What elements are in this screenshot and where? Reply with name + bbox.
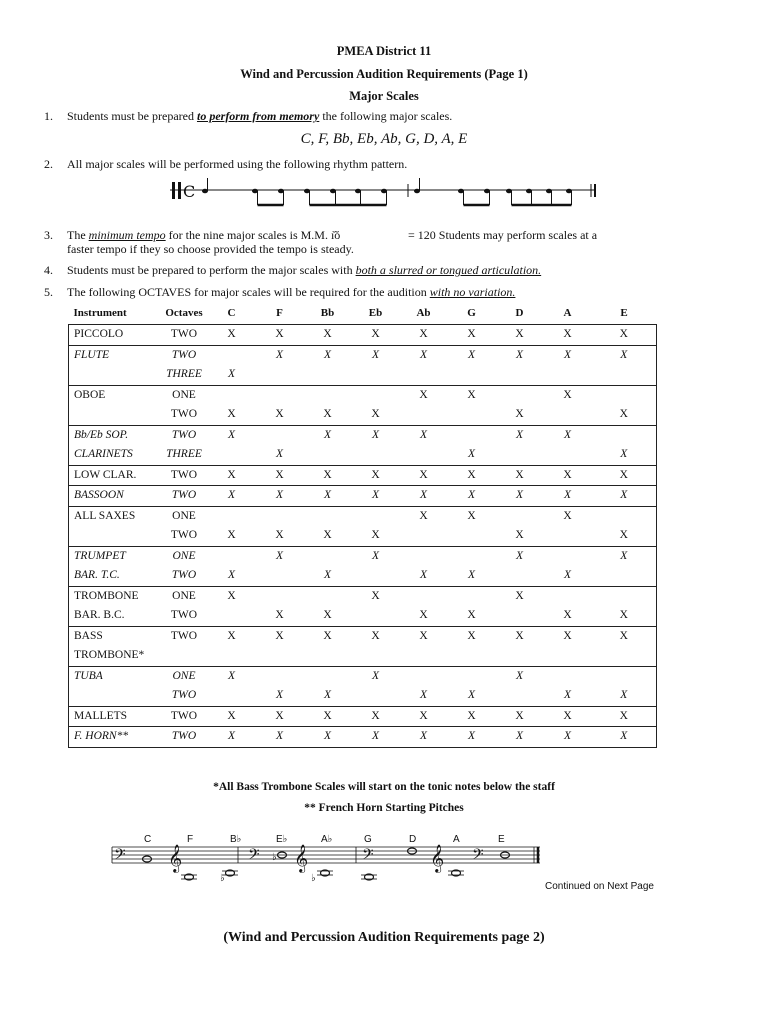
scale-cell: X	[563, 730, 572, 742]
scale-cell: X	[467, 348, 476, 361]
octaves-cell: TWO	[170, 408, 198, 420]
scale-cell: X	[467, 569, 476, 581]
octaves-cell: TWO	[170, 629, 198, 642]
french-horn-note: ** French Horn Starting Pitches	[304, 802, 464, 814]
column-header: G	[467, 307, 476, 320]
item-text: The	[67, 228, 89, 242]
item-text: faster tempo if they so choose provided the tempo is steady.	[67, 242, 354, 256]
scale-cell: X	[371, 468, 380, 481]
scale-cell: X	[371, 549, 380, 562]
instrument-cell: MALLETS	[74, 709, 128, 722]
pitch-label: G	[364, 834, 372, 845]
column-header: A	[563, 307, 572, 320]
scale-cell: X	[515, 529, 524, 541]
scale-cell: X	[371, 529, 380, 541]
scale-cell: X	[563, 348, 572, 361]
scale-cell: X	[619, 328, 628, 340]
octaves-cell: TWO	[171, 489, 197, 501]
svg-text:𝄢: 𝄢	[248, 846, 260, 867]
octaves-cell: TWO	[170, 609, 198, 621]
scale-cell: X	[620, 489, 628, 501]
scale-cell: X	[620, 348, 628, 361]
scale-cell: X	[515, 408, 524, 420]
scale-cell: X	[419, 509, 428, 522]
octaves-cell: ONE	[172, 388, 196, 401]
scale-cell: X	[275, 629, 284, 642]
scale-cell: X	[563, 388, 572, 401]
svg-text:𝄢: 𝄢	[362, 846, 374, 867]
scale-cell: X	[515, 709, 524, 722]
pitch-label: C	[144, 834, 152, 845]
scale-cell: X	[323, 609, 332, 621]
scale-cell: X	[227, 730, 236, 742]
instrument-cell: BAR. B.C.	[74, 609, 125, 621]
scale-cell: X	[419, 689, 428, 701]
scale-cell: X	[563, 689, 572, 701]
instrument-cell: TROMBONE*	[74, 649, 145, 661]
svg-text:♭: ♭	[220, 873, 225, 884]
scale-cell: X	[515, 468, 524, 481]
scale-cell: X	[619, 609, 628, 621]
scale-cell: X	[419, 348, 428, 361]
svg-text:𝄢: 𝄢	[114, 846, 126, 867]
scale-cell: X	[563, 609, 572, 621]
scale-cell: X	[620, 549, 628, 562]
scale-cell: X	[275, 489, 284, 501]
scale-cell: X	[275, 529, 284, 541]
scale-cell: X	[515, 428, 524, 441]
scale-cell: X	[467, 448, 476, 460]
scale-cell: X	[419, 489, 428, 501]
pitch-label: A	[453, 834, 460, 845]
scale-cell: X	[515, 589, 524, 602]
column-header: Instrument	[73, 307, 127, 320]
scale-cell: X	[275, 448, 284, 460]
scale-cell: X	[563, 709, 572, 722]
item-emphasis: minimum tempo	[88, 228, 166, 242]
scale-cell: X	[323, 428, 332, 441]
item-number: 2.	[44, 157, 53, 171]
column-header: Bb	[320, 307, 335, 320]
scale-cell: X	[515, 549, 524, 562]
octaves-cell: ONE	[172, 549, 196, 562]
item-number: 3.	[44, 228, 53, 242]
scale-cell: X	[515, 489, 524, 501]
scale-cell: X	[371, 428, 380, 441]
scale-cell: X	[227, 408, 236, 420]
scale-cell: X	[227, 669, 236, 682]
scale-cell: X	[419, 709, 428, 722]
octaves-cell: THREE	[166, 448, 202, 460]
scale-cell: X	[419, 328, 428, 340]
bass-trombone-note: *All Bass Trombone Scales will start on the tonic notes below the staff	[213, 781, 555, 793]
scale-cell: X	[323, 328, 332, 340]
item-text: Students must be prepared	[67, 109, 197, 123]
item-text: the following major scales.	[319, 109, 453, 123]
scale-cell: X	[227, 368, 236, 380]
instrument-cell: TUBA	[74, 669, 103, 682]
pitch-label: F	[187, 834, 194, 845]
org-title: PMEA District 11	[336, 44, 432, 58]
scale-cell: X	[323, 709, 332, 722]
scale-cell: X	[227, 468, 236, 481]
instrument-cell: OBOE	[74, 388, 106, 401]
scale-cell: X	[467, 609, 476, 621]
scale-cell: X	[619, 709, 628, 722]
scale-cell: X	[619, 529, 628, 541]
pitch-label: B♭	[230, 834, 242, 845]
scale-cell: X	[563, 509, 572, 522]
scale-cell: X	[371, 709, 380, 722]
scale-cell: X	[371, 328, 380, 340]
scale-cell: X	[467, 328, 476, 340]
svg-text:𝄞: 𝄞	[294, 844, 309, 872]
scale-cell: X	[419, 388, 428, 401]
scale-cell: X	[227, 569, 236, 581]
scale-cell: X	[419, 468, 428, 481]
instrument-cell: PICCOLO	[74, 328, 124, 340]
scale-cell: X	[275, 348, 284, 361]
instrument-cell: BAR. T.C.	[74, 569, 120, 581]
scale-cell: X	[275, 609, 284, 621]
scale-cell: X	[620, 689, 628, 701]
scale-cell: X	[323, 468, 332, 481]
column-header: D	[515, 307, 524, 320]
scale-cell: X	[275, 689, 284, 701]
octaves-cell: TWO	[171, 569, 197, 581]
scale-cell: X	[419, 428, 428, 441]
pitch-label: E♭	[276, 834, 288, 845]
scale-cell: X	[227, 428, 236, 441]
scale-cell: X	[275, 328, 284, 340]
item-text: for the nine major scales is M.M. ı̆ŏ	[165, 228, 341, 242]
svg-text:𝄢: 𝄢	[472, 846, 484, 867]
pitch-label: E	[498, 834, 505, 845]
scale-cell: X	[563, 569, 572, 581]
scale-cell: X	[371, 669, 380, 682]
pitch-label: A♭	[321, 834, 333, 845]
instrument-cell: LOW CLAR.	[74, 468, 137, 481]
scale-cell: X	[515, 328, 524, 340]
scale-cell: X	[227, 709, 236, 722]
octaves-cell: TWO	[170, 529, 198, 541]
scale-cell: X	[323, 730, 332, 742]
page2-title: (Wind and Percussion Audition Requirements page 2)	[223, 930, 545, 945]
item-text: All major scales will be performed using the following rhythm pattern.	[67, 157, 408, 171]
item-number: 4.	[44, 263, 53, 277]
scales-list: C, F, Bb, Eb, Ab, G, D, A, E	[300, 131, 468, 147]
svg-text:♭: ♭	[311, 873, 316, 884]
instrument-cell: ALL SAXES	[74, 509, 136, 522]
scale-cell: X	[515, 348, 524, 361]
scale-cell: X	[515, 730, 524, 742]
octaves-cell: TWO	[170, 709, 198, 722]
column-header: Octaves	[165, 307, 203, 320]
scale-cell: X	[467, 689, 476, 701]
scale-cell: X	[467, 489, 476, 501]
scale-cell: X	[371, 348, 380, 361]
item-text: The following OCTAVES for major scales will be required for the audition	[67, 285, 430, 299]
item-emphasis: to perform from memory	[196, 109, 320, 123]
scale-cell: X	[227, 629, 236, 642]
scale-cell: X	[467, 629, 476, 642]
instrument-cell: CLARINETS	[74, 448, 133, 460]
scale-cell: X	[563, 489, 572, 501]
scale-cell: X	[563, 468, 572, 481]
item-emphasis: both a slurred or tongued articulation.	[355, 263, 542, 277]
scale-cell: X	[323, 348, 332, 361]
item-text: Students must be prepared to perform the major scales with	[67, 263, 356, 277]
scale-cell: X	[275, 468, 284, 481]
scale-cell: X	[227, 529, 236, 541]
scale-cell: X	[563, 428, 572, 441]
doc-title: Wind and Percussion Audition Requirements (Page 1)	[240, 67, 528, 81]
item-number: 1.	[44, 109, 53, 123]
column-header: E	[620, 307, 628, 320]
instrument-cell: Bb/Eb SOP.	[74, 428, 129, 441]
column-header: F	[276, 307, 283, 320]
continued-note: Continued on Next Page	[545, 881, 654, 892]
scale-cell: X	[467, 730, 476, 742]
scale-cell: X	[619, 468, 628, 481]
column-header: C	[227, 307, 236, 320]
scale-cell: X	[563, 629, 572, 642]
scale-cell: X	[563, 328, 572, 340]
column-header: Ab	[416, 307, 431, 320]
scale-cell: X	[227, 589, 236, 602]
instrument-cell: FLUTE	[74, 348, 110, 361]
scale-cell: X	[371, 589, 380, 602]
scale-cell: X	[371, 408, 380, 420]
item-emphasis: with no variation.	[429, 285, 516, 299]
scale-cell: X	[619, 408, 628, 420]
svg-text:C: C	[183, 182, 196, 201]
scale-cell: X	[323, 408, 332, 420]
svg-text:𝄞: 𝄞	[430, 844, 445, 872]
scale-cell: X	[620, 448, 628, 460]
octaves-cell: TWO	[171, 730, 197, 742]
scale-cell: X	[323, 689, 332, 701]
scale-cell: X	[515, 669, 524, 682]
scale-cell: X	[467, 388, 476, 401]
scale-cell: X	[323, 629, 332, 642]
scale-cell: X	[515, 629, 524, 642]
scale-cell: X	[275, 730, 284, 742]
instrument-cell: TROMBONE	[74, 589, 139, 602]
scale-cell: X	[275, 408, 284, 420]
column-header: Eb	[368, 307, 383, 320]
octaves-cell: ONE	[172, 589, 196, 602]
scale-cell: X	[419, 730, 428, 742]
scale-cell: X	[620, 730, 628, 742]
scale-cell: X	[371, 489, 380, 501]
pitch-label: D	[409, 834, 417, 845]
octaves-cell: TWO	[170, 468, 198, 481]
scale-cell: X	[467, 468, 476, 481]
scale-cell: X	[419, 609, 428, 621]
scale-cell: X	[323, 569, 332, 581]
section-title: Major Scales	[349, 89, 419, 103]
scale-cell: X	[227, 489, 236, 501]
scale-cell: X	[419, 629, 428, 642]
scale-cell: X	[323, 529, 332, 541]
instrument-cell: TRUMPET	[74, 549, 126, 562]
octaves-cell: TWO	[171, 428, 197, 441]
octaves-cell: THREE	[166, 368, 202, 380]
octaves-cell: ONE	[172, 509, 196, 522]
scale-cell: X	[371, 730, 380, 742]
octaves-cell: TWO	[170, 328, 198, 340]
scale-cell: X	[619, 629, 628, 642]
scale-cell: X	[323, 489, 332, 501]
svg-text:𝄞: 𝄞	[168, 844, 183, 872]
tempo-text: = 120 Students may perform scales at a	[408, 228, 598, 242]
instrument-cell: F. HORN**	[74, 730, 129, 742]
svg-text:♭: ♭	[272, 852, 277, 863]
octaves-cell: TWO	[171, 689, 197, 701]
scale-cell: X	[371, 629, 380, 642]
octaves-cell: TWO	[171, 348, 197, 361]
scale-cell: X	[467, 509, 476, 522]
octaves-cell: ONE	[172, 669, 196, 682]
scale-cell: X	[467, 709, 476, 722]
clef-icons	[114, 844, 484, 884]
scale-cell: X	[419, 569, 428, 581]
instrument-cell: BASS	[74, 629, 103, 642]
scale-cell: X	[275, 549, 284, 562]
scale-cell: X	[227, 328, 236, 340]
instrument-cell: BASSOON	[74, 489, 124, 501]
item-number: 5.	[44, 285, 53, 299]
scale-cell: X	[275, 709, 284, 722]
